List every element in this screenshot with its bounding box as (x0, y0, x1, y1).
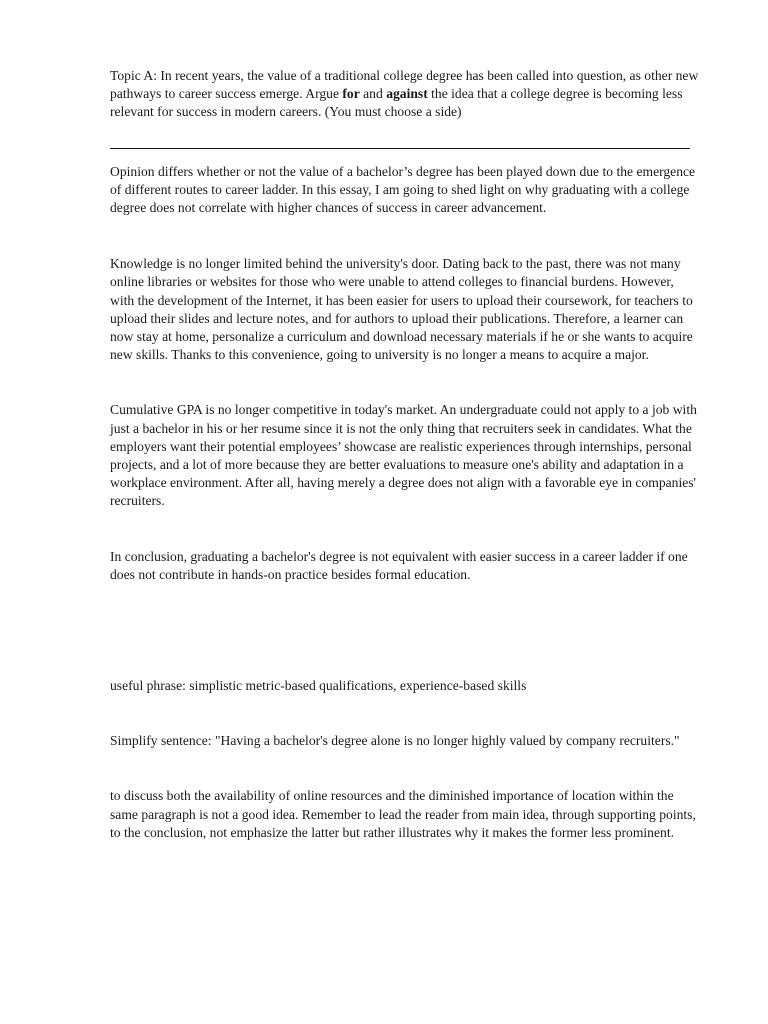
topic-bold-against: against (386, 86, 428, 102)
note-paragraph-feedback: to discuss both the availability of online resources and the diminished importance of location within the same paragraph is not a good idea. Remember to lead the reader from main idea, through supporting points, to the conclusion, not emphasize the latter but rather illustrates why it makes the former less prominent. (110, 788, 696, 840)
note-simplify-sentence: Simplify sentence: "Having a bachelor's degree alone is no longer highly valued by company recruiters." (110, 733, 680, 749)
topic-text-part2: and (359, 86, 387, 102)
horizontal-rule (110, 148, 690, 149)
essay-gpa-paragraph: Cumulative GPA is no longer competitive in today's market. An undergraduate could not apply to a job with just a bachelor in his or her resume since it is not the only thing that recruiters seek in candidates. What the employers want their potential employees’ showcase are realistic experiences through internships, personal projects, and a lot of more because they are better evaluations to measure one's ability and adaptation in a workplace environment. After all, having merely a degree does not align with a favorable eye in companies' recruiters. (110, 402, 697, 509)
note-useful-phrase: useful phrase: simplistic metric-based qualifications, experience-based skills (110, 678, 527, 694)
essay-intro-paragraph: Opinion differs whether or not the value of a bachelor’s degree has been played down due to the emergence of different routes to career ladder. In this essay, I am going to shed light on why graduating with a college degree does not correlate with higher chances of success in career advancement. (110, 163, 696, 216)
topic-bold-for: for (342, 86, 360, 102)
document-page (110, 67, 700, 842)
topic-prompt (110, 67, 700, 122)
essay-conclusion-paragraph: In conclusion, graduating a bachelor's degree is not equivalent with easier success in a career ladder if one does not contribute in hands-on practice besides formal education. (110, 548, 688, 582)
topic-text-part3: the idea that a college degree is becoming less relevant for success in modern careers. (You must choose a side) (110, 86, 683, 120)
essay-knowledge-paragraph: Knowledge is no longer limited behind the university's door. Dating back to the past, there was not many online libraries or websites for those who were unable to attend colleges to financial burdens. However, with the development of the Internet, it has been easier for users to upload their coursework, for teachers to upload their slides and lecture notes, and for authors to upload their publications. Therefore, a learner can now stay at home, personalize a curriculum and download necessary materials if he or she wants to acquire new skills. Thanks to this convenience, going to university is no longer a means to acquire a major. (110, 256, 693, 363)
topic-text-part1: Topic A: In recent years, the value of a traditional college degree has been called into question, as other new pathways to career success emerge. Argue (110, 68, 699, 102)
